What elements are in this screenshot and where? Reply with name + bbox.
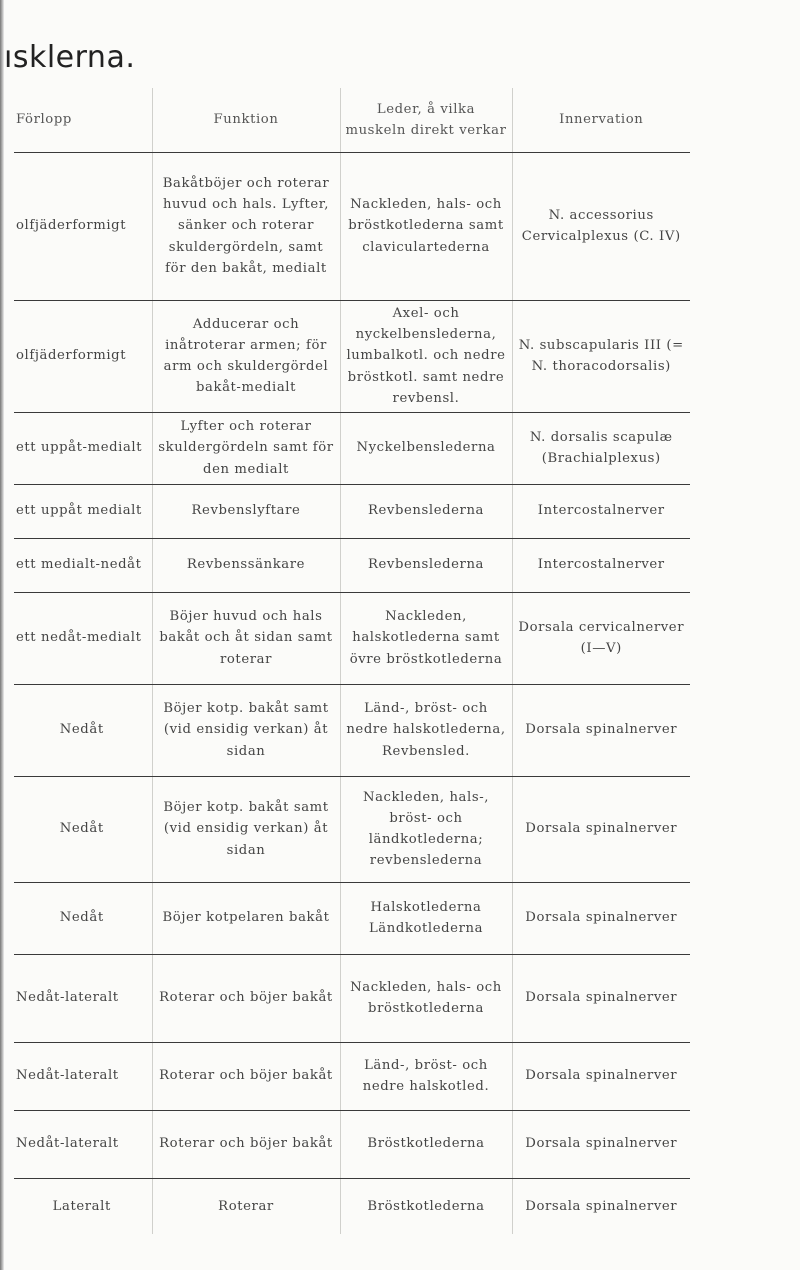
cell-forlopp: Nedåt-lateralt [14,954,152,1042]
cell-leder: Nackleden, hals-, bröst- och ländkotlederna; revbenslederna [340,776,512,882]
cell-innervation: N. subscapularis III (= N. thoracodorsalis) [512,300,690,412]
cell-leder: Revbenslederna [340,484,512,538]
cell-forlopp: ett uppåt medialt [14,484,152,538]
cell-leder: Nackleden, halskotlederna samt övre bröstkotlederna [340,592,512,684]
muscle-table [14,88,690,1234]
table-row [14,1042,690,1110]
cell-innervation: N. accessorius Cervicalplexus (C. IV) [512,152,690,300]
header-leder: Leder, å vilka muskeln direkt verkar [340,88,512,152]
cell-leder: Bröstkotlederna [340,1178,512,1234]
table-row [14,152,690,300]
cell-leder: Länd-, bröst- och nedre halskotlederna, Revbensled. [340,684,512,776]
cell-innervation: Dorsala spinalnerver [512,684,690,776]
table-row [14,684,690,776]
cell-funktion: Bakåtböjer och roterar huvud och hals. Lyfter, sänker och roterar skuldergördeln, samt för den bakåt, medialt [152,152,340,300]
cell-innervation: Dorsala spinalnerver [512,1042,690,1110]
cell-leder: Halskotlederna Ländkotlederna [340,882,512,954]
cell-funktion: Roterar och böjer bakåt [152,1042,340,1110]
header-funktion: Funktion [152,88,340,152]
table-row [14,412,690,484]
cell-forlopp: olfjäderformigt [14,152,152,300]
cell-innervation: Dorsala spinalnerver [512,954,690,1042]
cell-forlopp: Nedåt [14,882,152,954]
header-innervation: Innervation [512,88,690,152]
cell-funktion: Böjer kotpelaren bakåt [152,882,340,954]
cell-forlopp: olfjäderformigt [14,300,152,412]
cell-funktion: Böjer huvud och hals bakåt och åt sidan samt roterar [152,592,340,684]
table-row [14,300,690,412]
cell-funktion: Böjer kotp. bakåt samt (vid ensidig verkan) åt sidan [152,684,340,776]
cell-leder: Bröstkotlederna [340,1110,512,1178]
cell-leder: Nyckelbenslederna [340,412,512,484]
cell-funktion: Revbenslyftare [152,484,340,538]
cell-forlopp: Nedåt-lateralt [14,1042,152,1110]
cell-forlopp: ett medialt-nedåt [14,538,152,592]
table-row [14,1110,690,1178]
cell-innervation: Dorsala spinalnerver [512,1110,690,1178]
cell-innervation: Dorsala cervicalnerver (I—V) [512,592,690,684]
cell-innervation: N. dorsalis scapulæ (Brachialplexus) [512,412,690,484]
cell-forlopp: Nedåt [14,776,152,882]
table-header-row [14,88,690,152]
cell-leder: Nackleden, hals- och bröstkotlederna samt claviculartederna [340,152,512,300]
table-row [14,954,690,1042]
table-row [14,776,690,882]
cell-funktion: Roterar [152,1178,340,1234]
table-row [14,592,690,684]
cell-forlopp: Nedåt-lateralt [14,1110,152,1178]
table-row [14,882,690,954]
cell-innervation: Dorsala spinalnerver [512,882,690,954]
cell-leder: Länd-, bröst- och nedre halskotled. [340,1042,512,1110]
cell-funktion: Adducerar och inåtroterar armen; för arm och skuldergördel bakåt-medialt [152,300,340,412]
cell-leder: Revbenslederna [340,538,512,592]
cell-innervation: Dorsala spinalnerver [512,776,690,882]
cell-funktion: Roterar och böjer bakåt [152,954,340,1042]
cell-innervation: Intercostalnerver [512,538,690,592]
cell-forlopp: ett uppåt-medialt [14,412,152,484]
cell-leder: Nackleden, hals- och bröstkotlederna [340,954,512,1042]
cell-forlopp: Lateralt [14,1178,152,1234]
cell-forlopp: ett nedåt-medialt [14,592,152,684]
page-heading: ısklerna. [4,40,136,75]
table-row [14,1178,690,1234]
cell-funktion: Lyfter och roterar skuldergördeln samt för den medialt [152,412,340,484]
header-forlopp: Förlopp [14,88,152,152]
cell-leder: Axel- och nyckelbenslederna, lumbalkotl. och nedre bröstkotl. samt nedre revbensl. [340,300,512,412]
page-spine-edge [0,0,4,1270]
cell-funktion: Roterar och böjer bakåt [152,1110,340,1178]
cell-forlopp: Nedåt [14,684,152,776]
cell-funktion: Böjer kotp. bakåt samt (vid ensidig verkan) åt sidan [152,776,340,882]
cell-innervation: Dorsala spinalnerver [525,1198,678,1214]
table-row [14,484,690,538]
cell-innervation: Intercostalnerver [512,484,690,538]
table-row [14,538,690,592]
cell-funktion: Revbenssänkare [152,538,340,592]
